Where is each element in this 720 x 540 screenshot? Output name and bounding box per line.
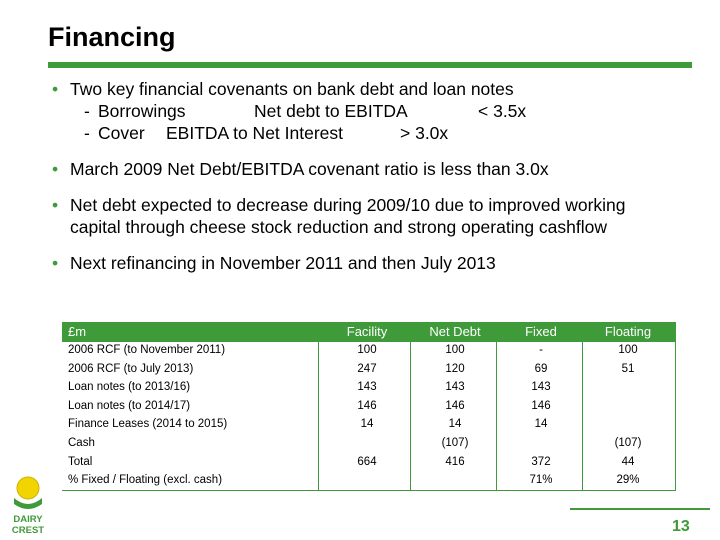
- row-label: 2006 RCF (to November 2011): [68, 344, 226, 356]
- cell-floating: 29%: [616, 474, 640, 487]
- row-label: 2006 RCF (to July 2013): [68, 362, 194, 375]
- table-row: [62, 454, 676, 473]
- cell-fixed: 372: [531, 455, 551, 468]
- bullet-text: March 2009 Net Debt/EBITDA covenant ratio is less than 3.0x: [70, 159, 549, 179]
- financing-table: [62, 322, 676, 491]
- cell-facility: 100: [357, 344, 377, 356]
- cell-floating: 44: [621, 455, 635, 468]
- covenant-value: > 3.0x: [400, 123, 449, 143]
- table-row: [62, 361, 676, 380]
- bullet-text: Net debt expected to decrease during 2009/10 due to improved working: [70, 195, 626, 215]
- header-cell-net-debt: Net Debt: [429, 324, 481, 339]
- bullet-covenants: [52, 78, 712, 144]
- cell-floating: (107): [614, 436, 642, 449]
- header-cell-floating: Floating: [604, 324, 652, 339]
- covenant-label: Borrowings: [98, 101, 186, 121]
- bullet-ratio: [52, 158, 712, 180]
- cell-facility: 664: [357, 455, 377, 468]
- bullet-text: capital through cheese stock reduction and strong operating cashflow: [70, 217, 607, 237]
- logo-leaf-icon: [14, 498, 42, 509]
- bullet-icon: •: [52, 195, 59, 215]
- cell-net-debt: 100: [445, 344, 465, 356]
- cell-fixed: 146: [531, 399, 551, 412]
- bullet-list: [52, 78, 712, 288]
- cell-facility: 247: [357, 362, 377, 375]
- bullet-icon: •: [52, 79, 59, 99]
- cell-net-debt: 146: [445, 399, 465, 412]
- header-cell-fixed: Fixed: [525, 324, 557, 339]
- cell-facility: 146: [357, 399, 377, 412]
- cell-net-debt: 143: [445, 381, 465, 394]
- cell-facility: 14: [360, 418, 374, 431]
- row-label: Finance Leases (2014 to 2015): [68, 418, 228, 431]
- table-divider: [675, 322, 676, 490]
- table-row: [62, 398, 676, 417]
- table-row: [62, 342, 676, 361]
- sub-dash: -: [84, 123, 90, 143]
- row-label: Cash: [68, 436, 95, 449]
- logo-sun-icon: [17, 477, 39, 499]
- row-label: % Fixed / Floating (excl. cash): [68, 474, 223, 487]
- bullet-refinancing: [52, 252, 712, 274]
- table-bottom-rule: [62, 490, 676, 491]
- bullet-text: Two key financial covenants on bank debt and loan notes: [70, 79, 514, 99]
- table-row: [62, 435, 676, 454]
- page-number: 13: [672, 518, 690, 535]
- cell-floating: 51: [621, 362, 635, 375]
- cell-fixed: 143: [531, 381, 551, 394]
- covenant-row-cover: [70, 122, 712, 144]
- bullet-icon: •: [52, 159, 59, 179]
- cell-net-debt: (107): [441, 436, 469, 449]
- table-divider: [582, 322, 583, 490]
- header-cell-facility: Facility: [346, 324, 388, 339]
- footer-rule: [570, 508, 710, 510]
- cell-net-debt: 416: [445, 455, 465, 468]
- covenant-metric: EBITDA to Net Interest: [166, 123, 344, 143]
- table-divider: [410, 322, 411, 490]
- cell-net-debt: 14: [448, 418, 462, 431]
- bullet-net-debt: [52, 194, 712, 238]
- covenant-row-borrowings: [70, 100, 712, 122]
- title-underline: [48, 62, 692, 68]
- covenant-metric: Net debt to EBITDA: [254, 101, 408, 121]
- table-row: [62, 472, 676, 491]
- cell-fixed: 71%: [529, 474, 553, 487]
- header-cell-unit: £m: [68, 324, 87, 339]
- table-body: [62, 342, 676, 491]
- bullet-icon: •: [52, 253, 59, 273]
- covenant-value: < 3.5x: [478, 101, 527, 121]
- cell-floating: 100: [618, 344, 638, 356]
- cell-fixed: 14: [534, 418, 548, 431]
- cell-fixed: -: [539, 344, 543, 356]
- sub-dash: -: [84, 101, 90, 121]
- cell-fixed: 69: [534, 362, 548, 375]
- row-label: Total: [68, 455, 93, 468]
- cell-net-debt: 120: [445, 362, 465, 375]
- table-row: [62, 379, 676, 398]
- dairy-crest-logo: [8, 474, 48, 540]
- table-divider: [318, 322, 319, 490]
- table-row: [62, 416, 676, 435]
- logo-text-crest: CREST: [11, 525, 45, 536]
- bullet-text: Next refinancing in November 2011 and then July 2013: [70, 253, 496, 273]
- table-header: [62, 322, 676, 342]
- row-label: Loan notes (to 2013/16): [68, 381, 191, 394]
- covenant-label: Cover: [98, 123, 145, 143]
- row-label: Loan notes (to 2014/17): [68, 399, 191, 412]
- slide-title: Financing: [48, 22, 176, 52]
- cell-facility: 143: [357, 381, 377, 394]
- table-divider: [496, 322, 497, 490]
- logo-text-dairy: DAIRY: [13, 514, 43, 525]
